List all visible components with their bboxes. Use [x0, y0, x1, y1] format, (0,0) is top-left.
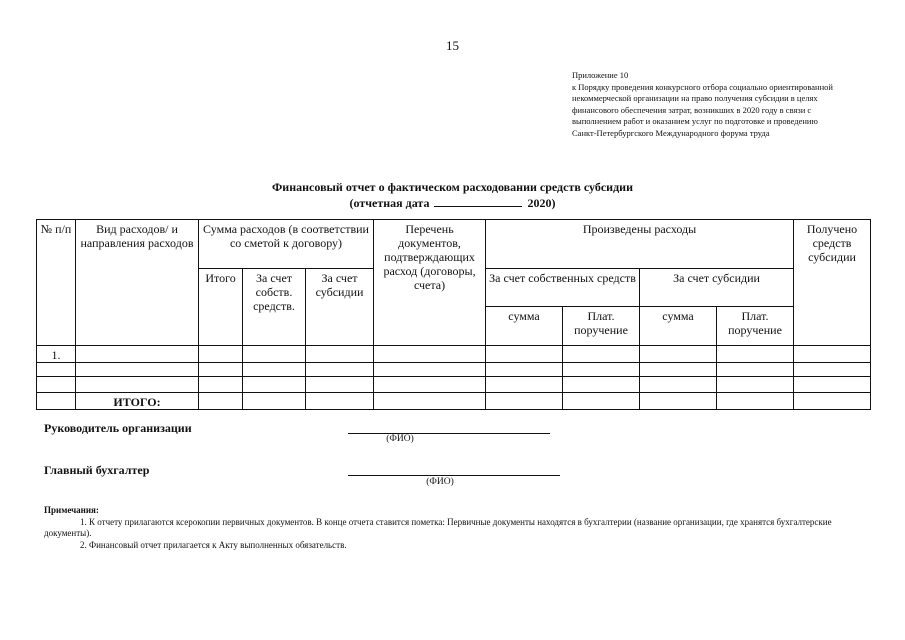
annex-reference — [572, 70, 833, 140]
header-sum-total: Итого — [199, 269, 243, 346]
total-label: ИТОГО: — [76, 393, 199, 410]
table-cell[interactable] — [374, 346, 486, 363]
report-date-line — [0, 195, 905, 211]
table-cell[interactable] — [199, 377, 243, 393]
annex-line: некоммерческой организации на право получения субсидии в целях — [572, 93, 818, 104]
header-sum-own: За счет собств. средств. — [243, 269, 306, 346]
header-subsidy-amount: сумма — [640, 307, 717, 346]
header-sum: Сумма расходов (в соответствии со сметой к договору) — [199, 220, 374, 269]
table-cell[interactable] — [243, 377, 306, 393]
table-cell[interactable] — [563, 363, 640, 377]
table-cell[interactable] — [794, 363, 871, 377]
table-cell[interactable] — [717, 363, 794, 377]
table-cell[interactable] — [76, 346, 199, 363]
header-number: № п/п — [37, 220, 76, 346]
table-cell[interactable] — [306, 393, 374, 410]
table-cell[interactable] — [794, 377, 871, 393]
table-cell[interactable] — [374, 377, 486, 393]
header-expenses-made: Произведены расходы — [486, 220, 794, 269]
report-date-prefix: (отчетная дата — [349, 196, 430, 210]
table-cell[interactable] — [486, 363, 563, 377]
table-cell[interactable] — [76, 377, 199, 393]
expenses-table — [36, 219, 871, 410]
table-cell[interactable] — [243, 363, 306, 377]
accountant-fio-hint: (ФИО) — [426, 477, 454, 487]
report-date-suffix: 2020) — [527, 196, 556, 210]
table-cell[interactable] — [76, 363, 199, 377]
table-cell[interactable] — [243, 393, 306, 410]
annex-title: Приложение 10 — [572, 70, 629, 80]
head-signature-label: Руководитель организации — [44, 421, 192, 435]
table-cell[interactable] — [486, 346, 563, 363]
table-cell[interactable] — [717, 377, 794, 393]
row-number: 1. — [37, 346, 76, 363]
accountant-signature-line[interactable] — [348, 475, 560, 476]
header-own-amount: сумма — [486, 307, 563, 346]
report-title — [0, 179, 905, 211]
header-made-own: За счет собственных средств — [486, 269, 640, 307]
table-cell[interactable] — [794, 393, 871, 410]
table-row — [37, 377, 871, 393]
accountant-signature-label: Главный бухгалтер — [44, 463, 150, 477]
header-own-payment: Плат. поручение — [563, 307, 640, 346]
note-item: 2. Финансовый отчет прилагается к Акту выполненных обязательств. — [80, 539, 347, 550]
table-cell[interactable] — [37, 377, 76, 393]
header-received: Получено средств субсидии — [794, 220, 871, 346]
total-row — [37, 393, 871, 410]
table-cell[interactable] — [306, 346, 374, 363]
annex-line: Санкт-Петербургского Международного форума труда — [572, 127, 770, 138]
table-cell[interactable] — [717, 393, 794, 410]
header-expense-type: Вид расходов/ и направления расходов — [76, 220, 199, 346]
table-cell[interactable] — [563, 377, 640, 393]
header-made-subsidy: За счет субсидии — [640, 269, 794, 307]
table-cell[interactable] — [640, 393, 717, 410]
table-cell[interactable] — [199, 346, 243, 363]
table-cell[interactable] — [486, 377, 563, 393]
table-cell[interactable] — [199, 393, 243, 410]
table-cell[interactable] — [794, 346, 871, 363]
table-row — [37, 363, 871, 377]
annex-line: к Порядку проведения конкурсного отбора социально ориентированной — [572, 81, 833, 92]
header-subsidy-payment: Плат. поручение — [717, 307, 794, 346]
annex-line: финансового обеспечения затрат, возникших в 2020 году в связи с — [572, 104, 812, 115]
table-cell — [37, 393, 76, 410]
table-cell[interactable] — [640, 363, 717, 377]
notes-heading: Примечания: — [44, 505, 99, 515]
report-date-blank[interactable] — [434, 195, 522, 207]
header-sum-subsidy: За счет субсидии — [306, 269, 374, 346]
table-cell[interactable] — [640, 377, 717, 393]
table-cell[interactable] — [374, 363, 486, 377]
table-cell[interactable] — [306, 363, 374, 377]
table-cell[interactable] — [563, 346, 640, 363]
table-cell[interactable] — [640, 346, 717, 363]
table-cell[interactable] — [37, 363, 76, 377]
table-cell[interactable] — [717, 346, 794, 363]
header-documents: Перечень документов, подтверждающих расход (договоры, счета) — [374, 220, 486, 346]
annex-line: выполнением работ и оказанием услуг по подготовке и проведению — [572, 116, 818, 127]
table-cell[interactable] — [563, 393, 640, 410]
table-cell[interactable] — [486, 393, 563, 410]
table-row — [37, 346, 871, 363]
table-cell[interactable] — [243, 346, 306, 363]
note-item: 1. К отчету прилагаются ксерокопии первичных документов. В конце отчета ставится пометка: Первичные документы находятся в бухгалтерии (название организации, где хранятся бухгалтерские документы). — [44, 516, 832, 538]
table-cell[interactable] — [199, 363, 243, 377]
table-cell[interactable] — [306, 377, 374, 393]
head-fio-hint: (ФИО) — [386, 434, 414, 444]
table-cell[interactable] — [374, 393, 486, 410]
notes-block — [44, 505, 876, 551]
page-number: 15 — [446, 38, 459, 53]
report-title-main: Финансовый отчет о фактическом расходовании средств субсидии — [272, 180, 633, 194]
